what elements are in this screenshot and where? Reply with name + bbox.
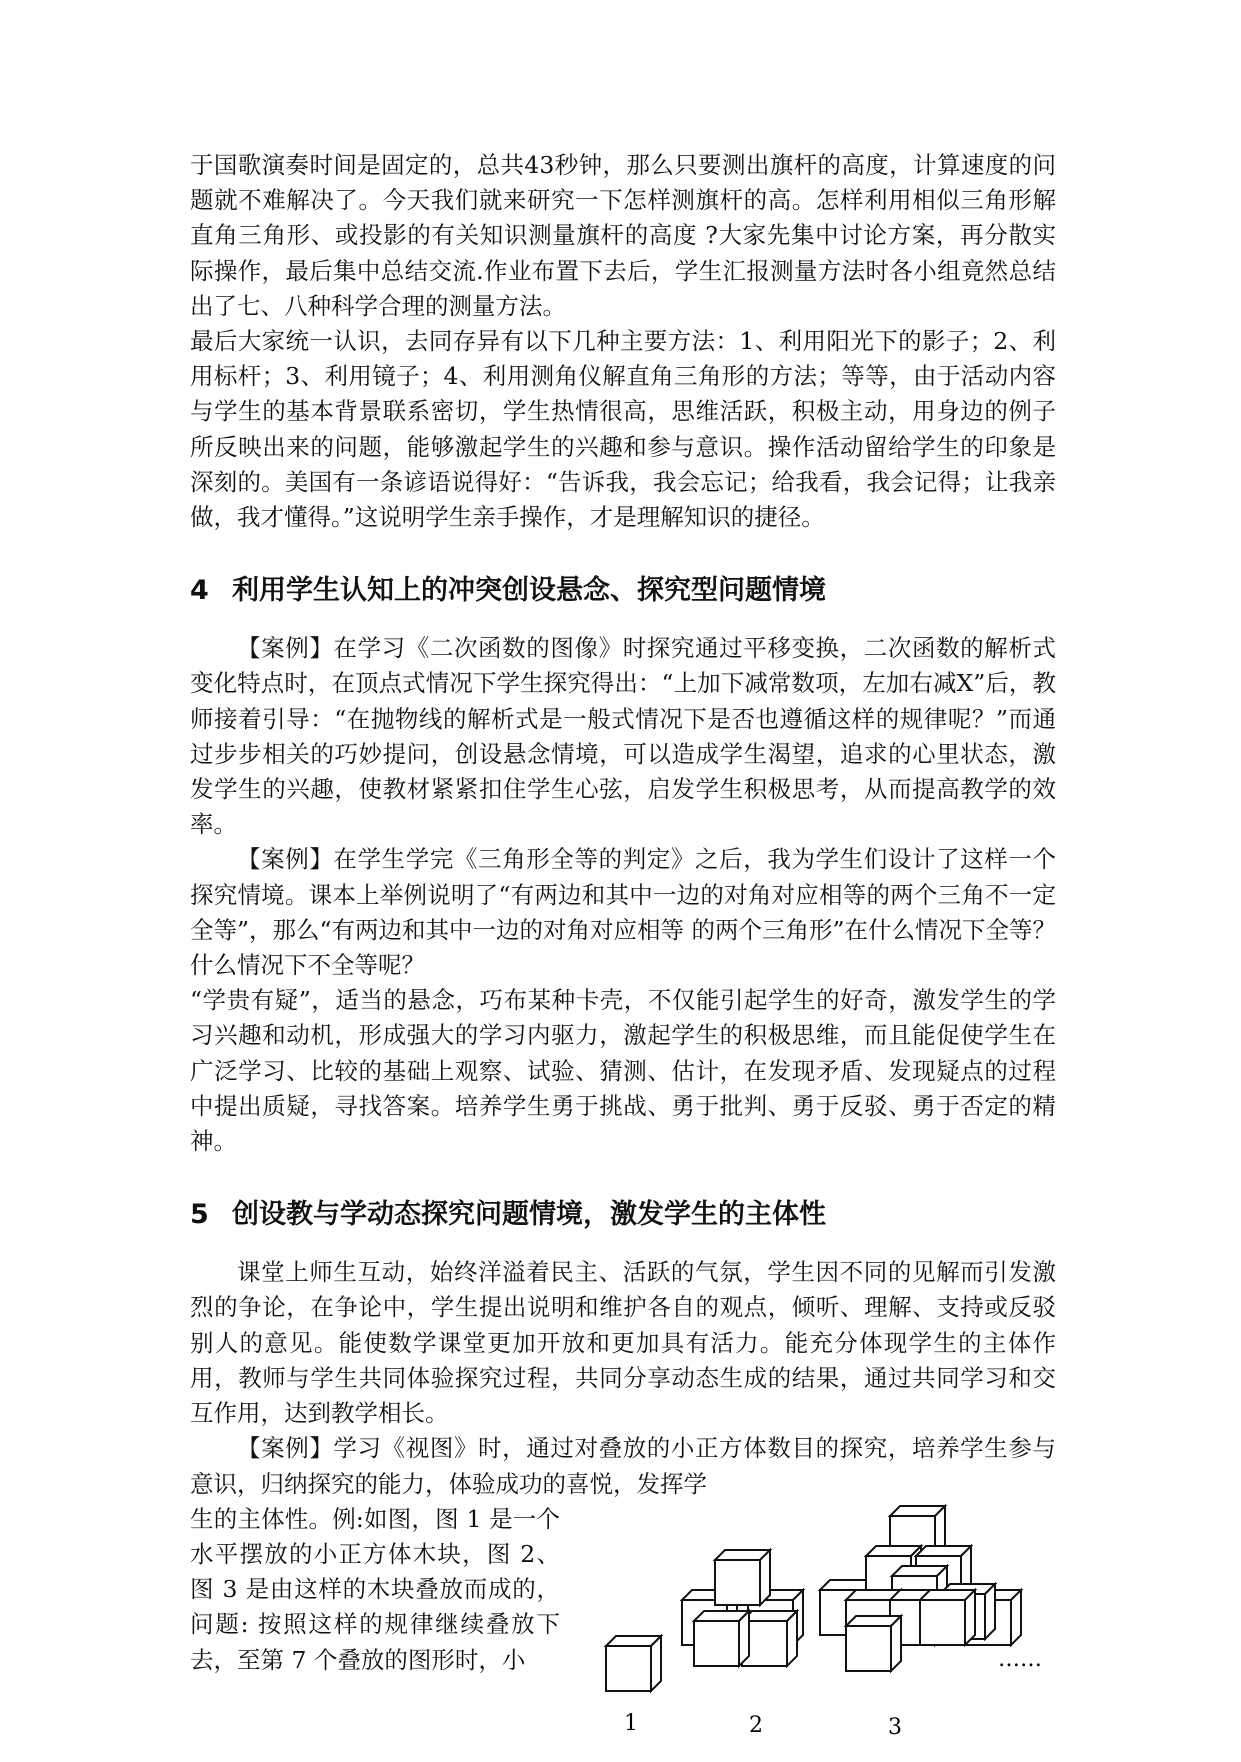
cube-figure-3 [820, 1506, 1021, 1671]
section-title: 利用学生认知上的冲突创设悬念、探究型问题情境 [232, 575, 826, 607]
figure-ellipsis: …… [998, 1646, 1042, 1672]
paragraph-case-views: 【案例】学习《视图》时，通过对叠放的小正方体数目的探究，培养学生参与意识，归纳探究的能力，体验成功的喜悦，发挥学 [190, 1434, 1056, 1498]
figure-row [190, 1502, 1056, 1762]
section-heading-4 [190, 573, 1056, 609]
paragraph-methods-summary: 最后大家统一认识，去同存异有以下几种主要方法：1、利用阳光下的影子；2、利用标杆；3、利用镜子；4、利用测角仪解直角三角形的方法；等等，由于活动内容与学生的基本背景联系密切，学生热情很高，思维活跃，积极主动，用身边的例子所反映出来的问题，能够激起学生的兴趣和参与意识。操作活动留给学生的印象是深刻的。美国有一条谚语说得好：“告诉我，我会忘记；给我看，我会记得；让我亲做，我才懂得。”这说明学生亲手操作，才是理解知识的捷径。 [190, 327, 1056, 532]
figure-label-3: 3 [888, 1714, 902, 1740]
figure-label-2: 2 [749, 1712, 763, 1738]
stacked-cubes-figure [600, 1486, 1070, 1756]
paragraph-cube-question: 生的主体性。例:如图，图 1 是一个水平摆放的小正方体木块，图 2、图 3 是由这样的木块叠放而成的，问题: 按照这样的规律继续叠放下去，至第 7 个叠放的图形时，小 [190, 1504, 560, 1674]
figure-label-1: 1 [624, 1710, 638, 1736]
paragraph-case-quadratic: 【案例】在学习《二次函数的图像》时探究通过平移变换，二次函数的解析式变化特点时，在顶点式情况下学生探究得出：“上加下减常数项，左加右减X”后，教师接着引导：“在抛物线的解析式是一般式情况下是否也遵循这样的规律呢？”而通过步步相关的巧妙提问，创设悬念情境，可以造成学生渴望，追求的心里状态，激发学生的兴趣，使教材紧紧扣住学生心弦，启发学生积极思考，从而提高教学的效率。 [190, 634, 1056, 839]
section-heading-5 [190, 1197, 1056, 1233]
paragraph-doubt: “学贵有疑”，适当的悬念，巧布某种卡壳，不仅能引起学生的好奇，激发学生的学习兴趣和动机，形成强大的学习内驱力，激起学生的积极思维，而且能促使学生在广泛学习、比较的基础上观察、试验、猜测、估计，在发现矛盾、发现疑点的过程中提出质疑，寻找答案。培养学生勇于挑战、勇于批判、勇于反驳、勇于否定的精神。 [190, 986, 1056, 1156]
section-number: 4 [190, 575, 209, 607]
cube-figure-1 [606, 1636, 661, 1691]
paragraph-flagpole-method: 于国歌演奏时间是固定的，总共43秒钟，那么只要测出旗杆的高度，计算速度的问题就不难解决了。今天我们就来研究一下怎样测旗杆的高。怎样利用相似三角形解直角三角形、或投影的有关知识测量旗杆的高度 ?大家先集中讨论方案，再分散实际操作，最后集中总结交流.作业布置下去后，学生汇报测量方法时各小组竟然总结出了七、八种科学合理的测量方法。 [190, 151, 1056, 320]
section-number: 5 [190, 1199, 209, 1231]
section-title: 创设教与学动态探究问题情境，激发学生的主体性 [232, 1199, 826, 1231]
paragraph-case-congruence: 【案例】在学生学完《三角形全等的判定》之后，我为学生们设计了这样一个探究情境。课本上举例说明了“有两边和其中一边的对角对应相等的两个三角不一定全等”，那么“有两边和其中一边的对角对应相等 的两个三角形”在什么情况下全等？什么情况下不全等呢？ [190, 845, 1057, 980]
cubes-svg [600, 1486, 1070, 1756]
paragraph-interaction: 课堂上师生互动，始终洋溢着民主、活跃的气氛，学生因不同的见解而引发激烈的争论，在争论中，学生提出说明和维护各自的观点，倾听、理解、支持或反驳别人的意见。能使数学课堂更加开放和更加具有活力。能充分体现学生的主体作用，教师与学生共同体验探究过程，共同分享动态生成的结果，通过共同学习和交互作用，达到教学相长。 [190, 1258, 1056, 1428]
document-page [190, 148, 1056, 1762]
cube-figure-2 [682, 1550, 803, 1666]
